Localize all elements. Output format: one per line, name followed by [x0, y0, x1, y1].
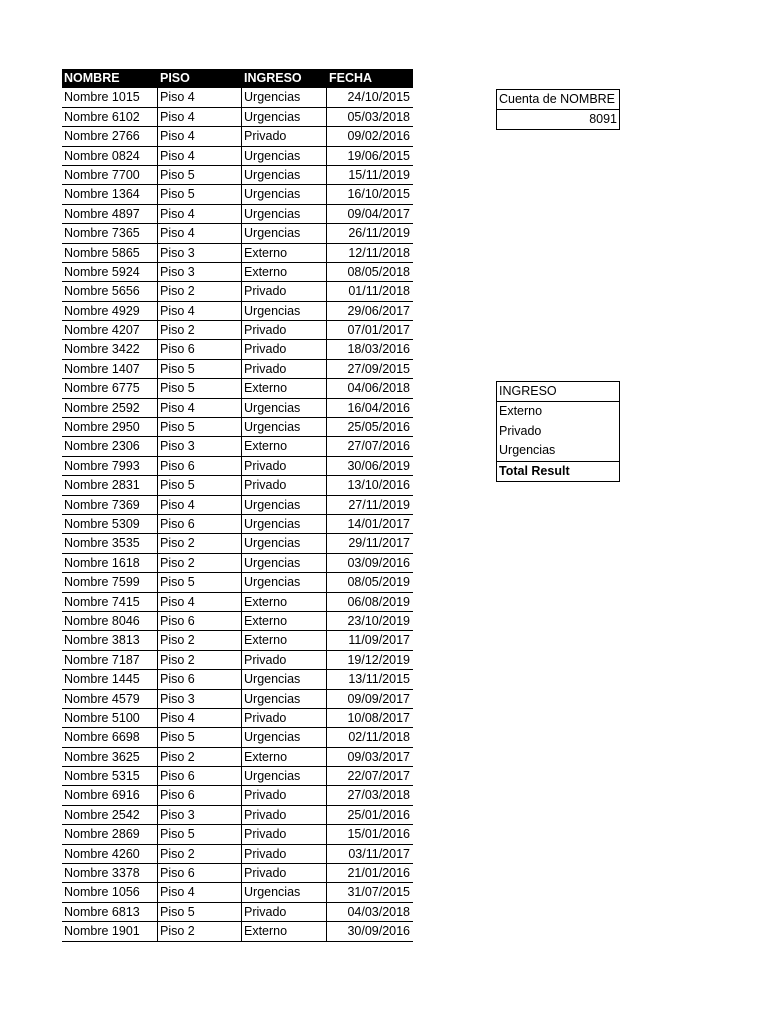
cell-piso[interactable]: Piso 5 — [158, 166, 242, 184]
cell-ingreso[interactable]: Privado — [242, 127, 327, 145]
table-row — [62, 612, 413, 631]
cell-piso[interactable]: Piso 4 — [158, 224, 242, 242]
cell-fecha[interactable]: 25/05/2016 — [347, 420, 410, 435]
cell-fecha[interactable]: 27/09/2015 — [347, 361, 410, 376]
cell-piso[interactable]: Piso 4 — [158, 399, 242, 417]
cell-fecha[interactable]: 18/03/2016 — [347, 342, 410, 357]
table-row — [62, 321, 413, 340]
table-row — [62, 767, 413, 786]
cell-fecha[interactable]: 09/09/2017 — [347, 691, 410, 706]
cell-piso[interactable]: Piso 3 — [158, 690, 242, 708]
cell-ingreso[interactable]: Urgencias — [242, 302, 327, 320]
cell-fecha[interactable]: 12/11/2018 — [348, 245, 410, 260]
cell-ingreso[interactable]: Urgencias — [242, 496, 327, 514]
table-row — [62, 437, 413, 456]
cell-fecha[interactable]: 21/01/2016 — [347, 866, 410, 881]
table-row — [62, 573, 413, 592]
table-row — [62, 651, 413, 670]
cell-piso[interactable]: Piso 6 — [158, 767, 242, 785]
cell-fecha[interactable]: 16/10/2015 — [347, 187, 410, 202]
table-row — [62, 670, 413, 689]
cell-fecha[interactable]: 15/11/2019 — [348, 167, 410, 182]
cell-nombre[interactable]: Nombre 4897 — [62, 205, 158, 223]
cell-nombre[interactable]: Nombre 2831 — [62, 476, 158, 494]
cell-ingreso[interactable]: Urgencias — [242, 670, 327, 688]
cell-nombre[interactable]: Nombre 7415 — [62, 593, 158, 611]
cell-ingreso[interactable]: Externo — [242, 922, 327, 940]
cell-fecha[interactable]: 13/11/2015 — [348, 672, 410, 687]
cell-ingreso[interactable]: Privado — [242, 340, 327, 358]
table-row — [62, 379, 413, 398]
cell-fecha[interactable]: 10/08/2017 — [347, 710, 410, 725]
cell-fecha[interactable]: 29/11/2017 — [348, 536, 410, 551]
table-row — [62, 883, 413, 902]
table-row — [62, 864, 413, 883]
cell-fecha[interactable]: 22/07/2017 — [347, 769, 410, 784]
table-row — [62, 457, 413, 476]
cell-piso[interactable]: Piso 2 — [158, 321, 242, 339]
cell-fecha[interactable]: 09/03/2017 — [347, 749, 410, 764]
table-row — [62, 418, 413, 437]
cell-ingreso[interactable]: Privado — [242, 806, 327, 824]
cell-nombre[interactable]: Nombre 3625 — [62, 748, 158, 766]
cell-ingreso[interactable]: Urgencias — [242, 554, 327, 572]
cell-piso[interactable]: Piso 2 — [158, 534, 242, 552]
cell-ingreso[interactable]: Urgencias — [242, 418, 327, 436]
cell-fecha[interactable]: 24/10/2015 — [347, 90, 410, 105]
cell-fecha[interactable]: 16/04/2016 — [347, 400, 410, 415]
cell-piso[interactable]: Piso 6 — [158, 457, 242, 475]
cell-piso[interactable]: Piso 3 — [158, 263, 242, 281]
cell-piso[interactable]: Piso 2 — [158, 922, 242, 940]
table-row — [62, 593, 413, 612]
cell-fecha[interactable]: 07/01/2017 — [347, 323, 410, 338]
cell-ingreso[interactable]: Urgencias — [242, 108, 327, 126]
table-row — [62, 554, 413, 573]
cell-nombre[interactable]: Nombre 5100 — [62, 709, 158, 727]
cell-fecha[interactable]: 06/08/2019 — [347, 594, 410, 609]
cell-ingreso[interactable]: Externo — [242, 244, 327, 262]
cell-ingreso[interactable]: Privado — [242, 903, 327, 921]
pivot-ingreso-item-externo[interactable]: Externo — [499, 404, 543, 419]
cell-ingreso[interactable]: Privado — [242, 457, 327, 475]
pivot-ingreso-item-urgencias[interactable]: Urgencias — [499, 443, 556, 458]
table-row — [62, 922, 413, 941]
cell-piso[interactable]: Piso 2 — [158, 748, 242, 766]
cell-nombre[interactable]: Nombre 0824 — [62, 147, 158, 165]
table-row — [62, 244, 413, 263]
cell-fecha[interactable]: 04/06/2018 — [347, 381, 410, 396]
table-row — [62, 147, 413, 166]
cell-piso[interactable]: Piso 2 — [158, 845, 242, 863]
cell-nombre[interactable]: Nombre 3378 — [62, 864, 158, 882]
table-row — [62, 786, 413, 805]
cell-nombre[interactable]: Nombre 1445 — [62, 670, 158, 688]
cell-ingreso[interactable]: Privado — [242, 651, 327, 669]
cell-piso[interactable]: Piso 6 — [158, 864, 242, 882]
cell-ingreso[interactable]: Privado — [242, 864, 327, 882]
cell-piso[interactable]: Piso 5 — [158, 476, 242, 494]
table-row — [62, 185, 413, 204]
table-row — [62, 166, 413, 185]
pivot-count-value[interactable]: 8091 — [589, 112, 617, 126]
cell-nombre[interactable]: Nombre 1618 — [62, 554, 158, 572]
table-row — [62, 806, 413, 825]
cell-fecha[interactable]: 27/11/2019 — [348, 497, 410, 512]
cell-nombre[interactable]: Nombre 5309 — [62, 515, 158, 533]
header-nombre[interactable]: NOMBRE — [64, 71, 120, 85]
cell-fecha[interactable]: 27/03/2018 — [347, 788, 410, 803]
cell-piso[interactable]: Piso 6 — [158, 612, 242, 630]
cell-ingreso[interactable]: Urgencias — [242, 515, 327, 533]
table-row — [62, 476, 413, 495]
cell-piso[interactable]: Piso 4 — [158, 205, 242, 223]
cell-nombre[interactable]: Nombre 1056 — [62, 883, 158, 901]
cell-nombre[interactable]: Nombre 5924 — [62, 263, 158, 281]
cell-fecha[interactable]: 08/05/2018 — [347, 264, 410, 279]
cell-piso[interactable]: Piso 4 — [158, 496, 242, 514]
cell-nombre[interactable]: Nombre 3535 — [62, 534, 158, 552]
cell-piso[interactable]: Piso 5 — [158, 360, 242, 378]
cell-piso[interactable]: Piso 6 — [158, 786, 242, 804]
cell-fecha[interactable]: 29/06/2017 — [347, 303, 410, 318]
cell-ingreso[interactable]: Urgencias — [242, 883, 327, 901]
cell-ingreso[interactable]: Urgencias — [242, 185, 327, 203]
cell-ingreso[interactable]: Urgencias — [242, 88, 327, 106]
cell-nombre[interactable]: Nombre 8046 — [62, 612, 158, 630]
cell-ingreso[interactable]: Urgencias — [242, 728, 327, 746]
cell-nombre[interactable]: Nombre 4929 — [62, 302, 158, 320]
cell-piso[interactable]: Piso 5 — [158, 825, 242, 843]
cell-piso[interactable]: Piso 6 — [158, 670, 242, 688]
cell-ingreso[interactable]: Privado — [242, 321, 327, 339]
cell-nombre[interactable]: Nombre 2306 — [62, 437, 158, 455]
cell-fecha[interactable]: 27/07/2016 — [347, 439, 410, 454]
cell-nombre[interactable]: Nombre 2542 — [62, 806, 158, 824]
cell-fecha[interactable]: 05/03/2018 — [347, 109, 410, 124]
cell-ingreso[interactable]: Privado — [242, 786, 327, 804]
cell-nombre[interactable]: Nombre 2950 — [62, 418, 158, 436]
cell-nombre[interactable]: Nombre 2592 — [62, 399, 158, 417]
cell-piso[interactable]: Piso 5 — [158, 418, 242, 436]
header-fecha[interactable]: FECHA — [329, 71, 373, 85]
header-ingreso[interactable]: INGRESO — [244, 71, 302, 85]
table-body — [62, 88, 413, 941]
cell-nombre[interactable]: Nombre 1407 — [62, 360, 158, 378]
cell-nombre[interactable]: Nombre 7993 — [62, 457, 158, 475]
cell-nombre[interactable]: Nombre 2766 — [62, 127, 158, 145]
cell-nombre[interactable]: Nombre 3813 — [62, 631, 158, 649]
table-row — [62, 340, 413, 359]
table-row — [62, 496, 413, 515]
cell-piso[interactable]: Piso 3 — [158, 244, 242, 262]
cell-nombre[interactable]: Nombre 4579 — [62, 690, 158, 708]
table-row — [62, 825, 413, 844]
cell-fecha[interactable]: 04/03/2018 — [347, 904, 410, 919]
cell-fecha[interactable]: 19/12/2019 — [347, 652, 410, 667]
cell-fecha[interactable]: 13/10/2016 — [347, 478, 410, 493]
cell-piso[interactable]: Piso 6 — [158, 340, 242, 358]
cell-ingreso[interactable]: Urgencias — [242, 147, 327, 165]
cell-ingreso[interactable]: Externo — [242, 748, 327, 766]
cell-nombre[interactable]: Nombre 4260 — [62, 845, 158, 863]
cell-nombre[interactable]: Nombre 6916 — [62, 786, 158, 804]
cell-fecha[interactable]: 09/02/2016 — [347, 129, 410, 144]
table-row — [62, 302, 413, 321]
table-row — [62, 690, 413, 709]
cell-ingreso[interactable]: Externo — [242, 612, 327, 630]
cell-ingreso[interactable]: Externo — [242, 437, 327, 455]
cell-piso[interactable]: Piso 2 — [158, 631, 242, 649]
cell-piso[interactable]: Piso 4 — [158, 108, 242, 126]
table-row — [62, 728, 413, 747]
cell-piso[interactable]: Piso 4 — [158, 127, 242, 145]
header-piso[interactable]: PISO — [160, 71, 190, 85]
table-row — [62, 534, 413, 553]
cell-ingreso[interactable]: Urgencias — [242, 205, 327, 223]
cell-ingreso[interactable]: Externo — [242, 379, 327, 397]
cell-nombre[interactable]: Nombre 1015 — [62, 88, 158, 106]
table-row — [62, 282, 413, 301]
cell-piso[interactable]: Piso 5 — [158, 728, 242, 746]
table-row — [62, 903, 413, 922]
cell-piso[interactable]: Piso 5 — [158, 903, 242, 921]
cell-fecha[interactable]: 03/09/2016 — [347, 555, 410, 570]
cell-nombre[interactable]: Nombre 1364 — [62, 185, 158, 203]
cell-piso[interactable]: Piso 4 — [158, 147, 242, 165]
cell-ingreso[interactable]: Urgencias — [242, 399, 327, 417]
table-row — [62, 263, 413, 282]
table-row — [62, 360, 413, 379]
cell-fecha[interactable]: 19/06/2015 — [347, 148, 410, 163]
cell-piso[interactable]: Piso 4 — [158, 593, 242, 611]
cell-piso[interactable]: Piso 3 — [158, 437, 242, 455]
cell-ingreso[interactable]: Privado — [242, 709, 327, 727]
cell-ingreso[interactable]: Urgencias — [242, 573, 327, 591]
cell-nombre[interactable]: Nombre 7187 — [62, 651, 158, 669]
cell-ingreso[interactable]: Urgencias — [242, 767, 327, 785]
cell-ingreso[interactable]: Externo — [242, 593, 327, 611]
cell-piso[interactable]: Piso 4 — [158, 302, 242, 320]
table-row — [62, 205, 413, 224]
cell-nombre[interactable]: Nombre 5656 — [62, 282, 158, 300]
cell-fecha[interactable]: 03/11/2017 — [348, 846, 410, 861]
pivot-ingreso-item-privado[interactable]: Privado — [499, 423, 542, 438]
cell-nombre[interactable]: Nombre 6102 — [62, 108, 158, 126]
table-row — [62, 748, 413, 767]
cell-fecha[interactable]: 15/01/2016 — [347, 827, 410, 842]
table-row — [62, 709, 413, 728]
cell-nombre[interactable]: Nombre 5865 — [62, 244, 158, 262]
cell-piso[interactable]: Piso 5 — [158, 185, 242, 203]
cell-nombre[interactable]: Nombre 6775 — [62, 379, 158, 397]
cell-ingreso[interactable]: Urgencias — [242, 534, 327, 552]
data-table — [62, 69, 413, 942]
cell-fecha[interactable]: 01/11/2018 — [348, 284, 410, 299]
table-header-row — [62, 69, 413, 88]
cell-fecha[interactable]: 11/09/2017 — [348, 633, 410, 648]
cell-ingreso[interactable]: Privado — [242, 282, 327, 300]
cell-piso[interactable]: Piso 6 — [158, 515, 242, 533]
cell-ingreso[interactable]: Privado — [242, 476, 327, 494]
cell-fecha[interactable]: 25/01/2016 — [347, 807, 410, 822]
cell-ingreso[interactable]: Externo — [242, 631, 327, 649]
table-row — [62, 399, 413, 418]
cell-fecha[interactable]: 30/06/2019 — [347, 458, 410, 473]
cell-fecha[interactable]: 02/11/2018 — [348, 730, 410, 745]
cell-nombre[interactable]: Nombre 1901 — [62, 922, 158, 940]
cell-piso[interactable]: Piso 4 — [158, 709, 242, 727]
pivot-count-label[interactable]: Cuenta de NOMBRE — [497, 90, 619, 110]
pivot-ingreso-total[interactable]: Total Result — [497, 461, 619, 481]
cell-piso[interactable]: Piso 4 — [158, 883, 242, 901]
pivot-count-table — [496, 89, 620, 130]
cell-nombre[interactable]: Nombre 7369 — [62, 496, 158, 514]
cell-nombre[interactable]: Nombre 6813 — [62, 903, 158, 921]
cell-piso[interactable]: Piso 5 — [158, 573, 242, 591]
table-row — [62, 88, 413, 107]
cell-piso[interactable]: Piso 2 — [158, 554, 242, 572]
cell-piso[interactable]: Piso 2 — [158, 651, 242, 669]
cell-nombre[interactable]: Nombre 7700 — [62, 166, 158, 184]
cell-ingreso[interactable]: Externo — [242, 263, 327, 281]
cell-nombre[interactable]: Nombre 4207 — [62, 321, 158, 339]
table-row — [62, 515, 413, 534]
cell-ingreso[interactable]: Urgencias — [242, 224, 327, 242]
cell-piso[interactable]: Piso 2 — [158, 282, 242, 300]
cell-ingreso[interactable]: Privado — [242, 845, 327, 863]
cell-fecha[interactable]: 14/01/2017 — [347, 516, 410, 531]
cell-fecha[interactable]: 09/04/2017 — [347, 206, 410, 221]
cell-fecha[interactable]: 31/07/2015 — [347, 885, 410, 900]
table-row — [62, 108, 413, 127]
table-row — [62, 845, 413, 864]
cell-fecha[interactable]: 26/11/2019 — [348, 226, 410, 241]
cell-fecha[interactable]: 23/10/2019 — [347, 613, 410, 628]
table-row — [62, 127, 413, 146]
cell-ingreso[interactable]: Privado — [242, 825, 327, 843]
cell-ingreso[interactable]: Privado — [242, 360, 327, 378]
cell-nombre[interactable]: Nombre 2869 — [62, 825, 158, 843]
cell-nombre[interactable]: Nombre 6698 — [62, 728, 158, 746]
cell-nombre[interactable]: Nombre 7599 — [62, 573, 158, 591]
table-row — [62, 631, 413, 650]
cell-ingreso[interactable]: Urgencias — [242, 690, 327, 708]
pivot-ingreso-table — [496, 381, 620, 482]
cell-piso[interactable]: Piso 4 — [158, 88, 242, 106]
cell-fecha[interactable]: 08/05/2019 — [347, 575, 410, 590]
table-row — [62, 224, 413, 243]
cell-nombre[interactable]: Nombre 7365 — [62, 224, 158, 242]
pivot-ingreso-header[interactable]: INGRESO — [497, 382, 619, 402]
cell-fecha[interactable]: 30/09/2016 — [347, 924, 410, 939]
cell-nombre[interactable]: Nombre 5315 — [62, 767, 158, 785]
cell-nombre[interactable]: Nombre 3422 — [62, 340, 158, 358]
cell-piso[interactable]: Piso 5 — [158, 379, 242, 397]
cell-piso[interactable]: Piso 3 — [158, 806, 242, 824]
cell-ingreso[interactable]: Urgencias — [242, 166, 327, 184]
